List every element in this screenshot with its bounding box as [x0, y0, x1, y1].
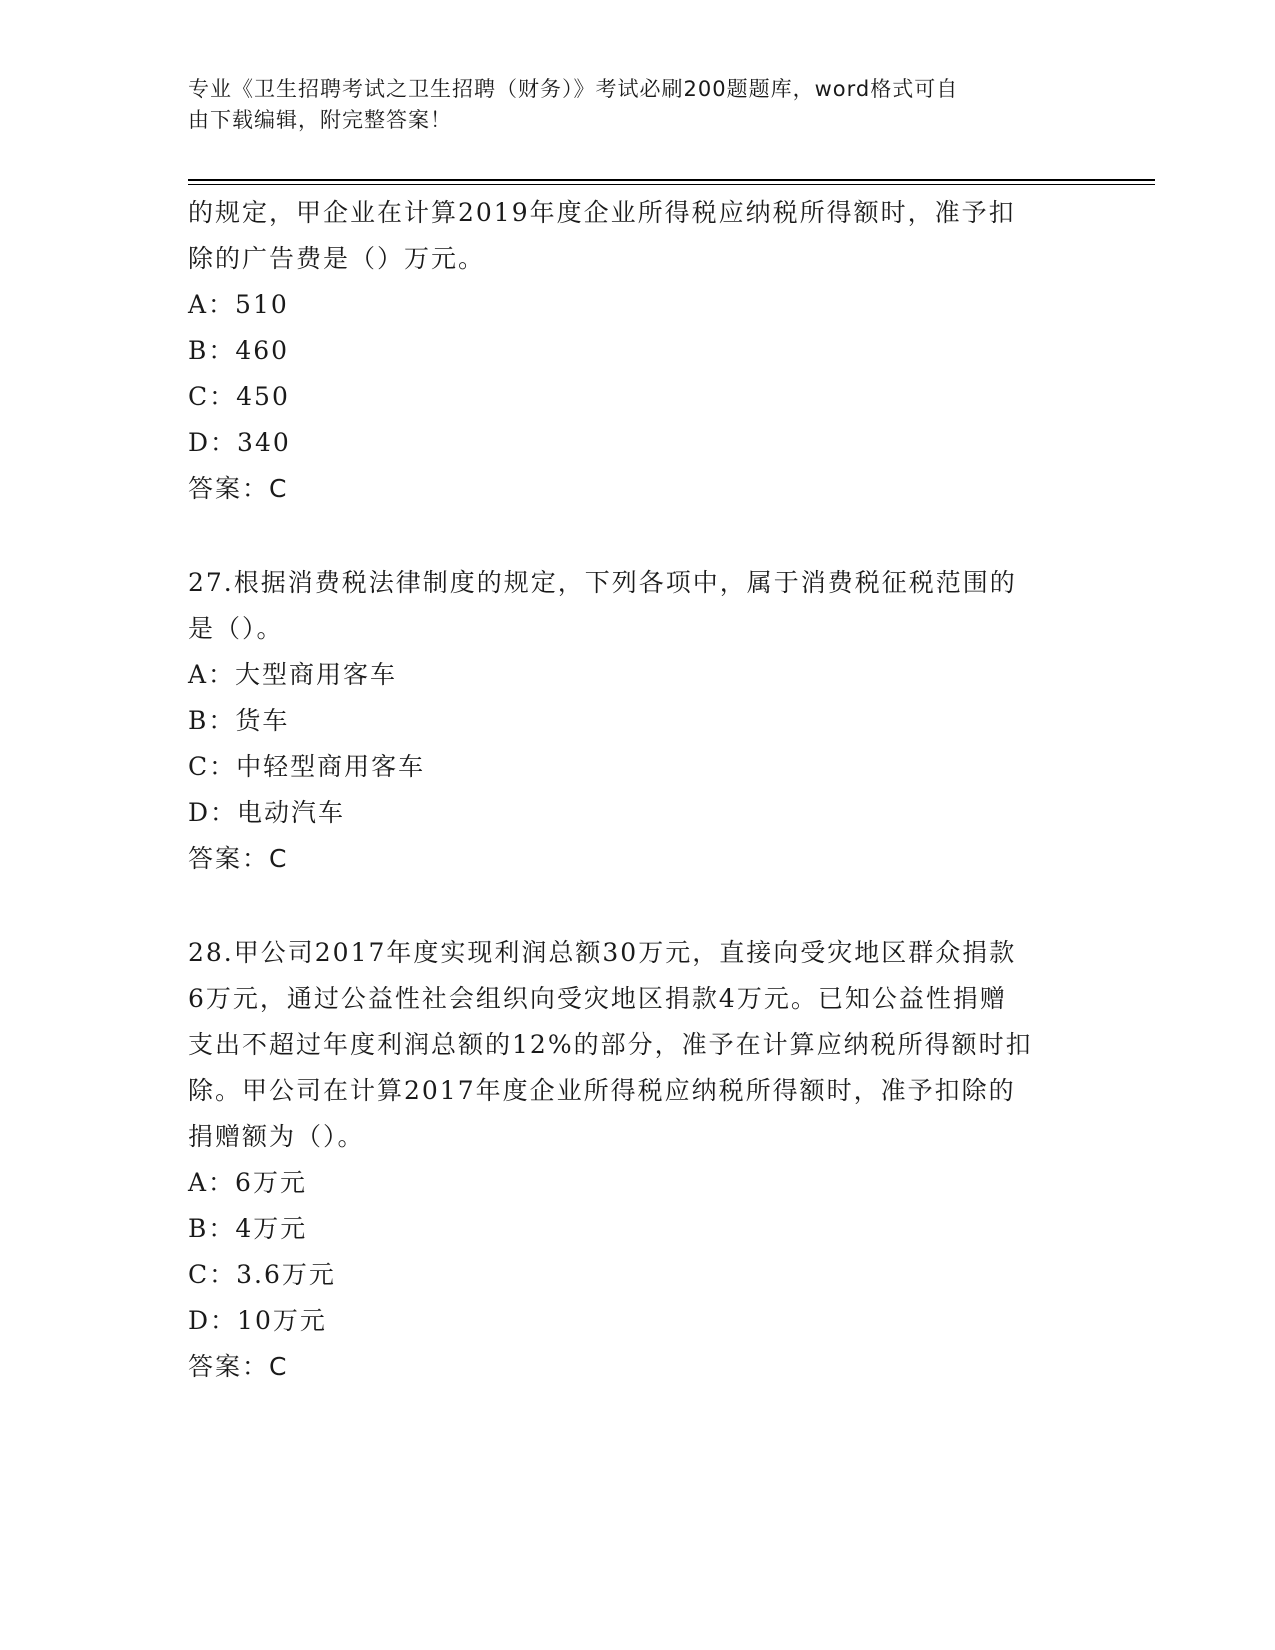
option-d: D：电动汽车	[188, 798, 346, 827]
question-text-line: 捐赠额为（）。	[188, 1122, 365, 1151]
answer-line: 答案：C	[188, 1352, 289, 1381]
option-c: C：450	[188, 382, 290, 411]
question-text-line: 28.甲公司2017年度实现利润总额30万元，直接向受灾地区群众捐款	[188, 938, 1017, 967]
header-divider-thick	[188, 179, 1155, 181]
question-text-line: 除。甲公司在计算2017年度企业所得税应纳税所得额时，准予扣除的	[188, 1076, 1016, 1105]
question-text-line: 除的广告费是（）万元。	[188, 244, 486, 273]
option-b: B：4万元	[188, 1214, 308, 1243]
option-d: D：340	[188, 428, 291, 457]
option-b: B：460	[188, 336, 290, 365]
question-text-line: 6万元，通过公益性社会组织向受灾地区捐款4万元。已知公益性捐赠	[188, 984, 1007, 1013]
question-text-line: 支出不超过年度利润总额的12%的部分，准予在计算应纳税所得额时扣	[188, 1030, 1033, 1059]
question-28	[188, 930, 1088, 1390]
document-header	[188, 74, 1068, 136]
question-text-line: 是（）。	[188, 614, 284, 643]
option-b: B：货车	[188, 706, 290, 735]
question-text-line: 的规定，甲企业在计算2019年度企业所得税应纳税所得额时，准予扣	[188, 198, 1016, 227]
header-divider-thin	[188, 184, 1155, 185]
option-a: A：6万元	[188, 1168, 307, 1197]
question-text-line: 27.根据消费税法律制度的规定，下列各项中，属于消费税征税范围的	[188, 568, 1017, 597]
option-c: C：3.6万元	[188, 1260, 336, 1289]
option-a: A：大型商用客车	[188, 660, 398, 689]
option-d: D：10万元	[188, 1306, 327, 1335]
option-a: A：510	[188, 290, 289, 319]
spacer	[188, 512, 1088, 560]
option-c: C：中轻型商用客车	[188, 752, 426, 781]
header-line-1: 专业《卫生招聘考试之卫生招聘（财务）》考试必刷200题题库，word格式可自	[188, 77, 959, 101]
question-27	[188, 560, 1088, 882]
spacer	[188, 882, 1088, 930]
answer-line: 答案：C	[188, 474, 289, 503]
question-26	[188, 190, 1088, 512]
header-line-2: 由下载编辑，附完整答案！	[188, 108, 452, 132]
answer-line: 答案：C	[188, 844, 289, 873]
question-list	[188, 190, 1088, 1390]
